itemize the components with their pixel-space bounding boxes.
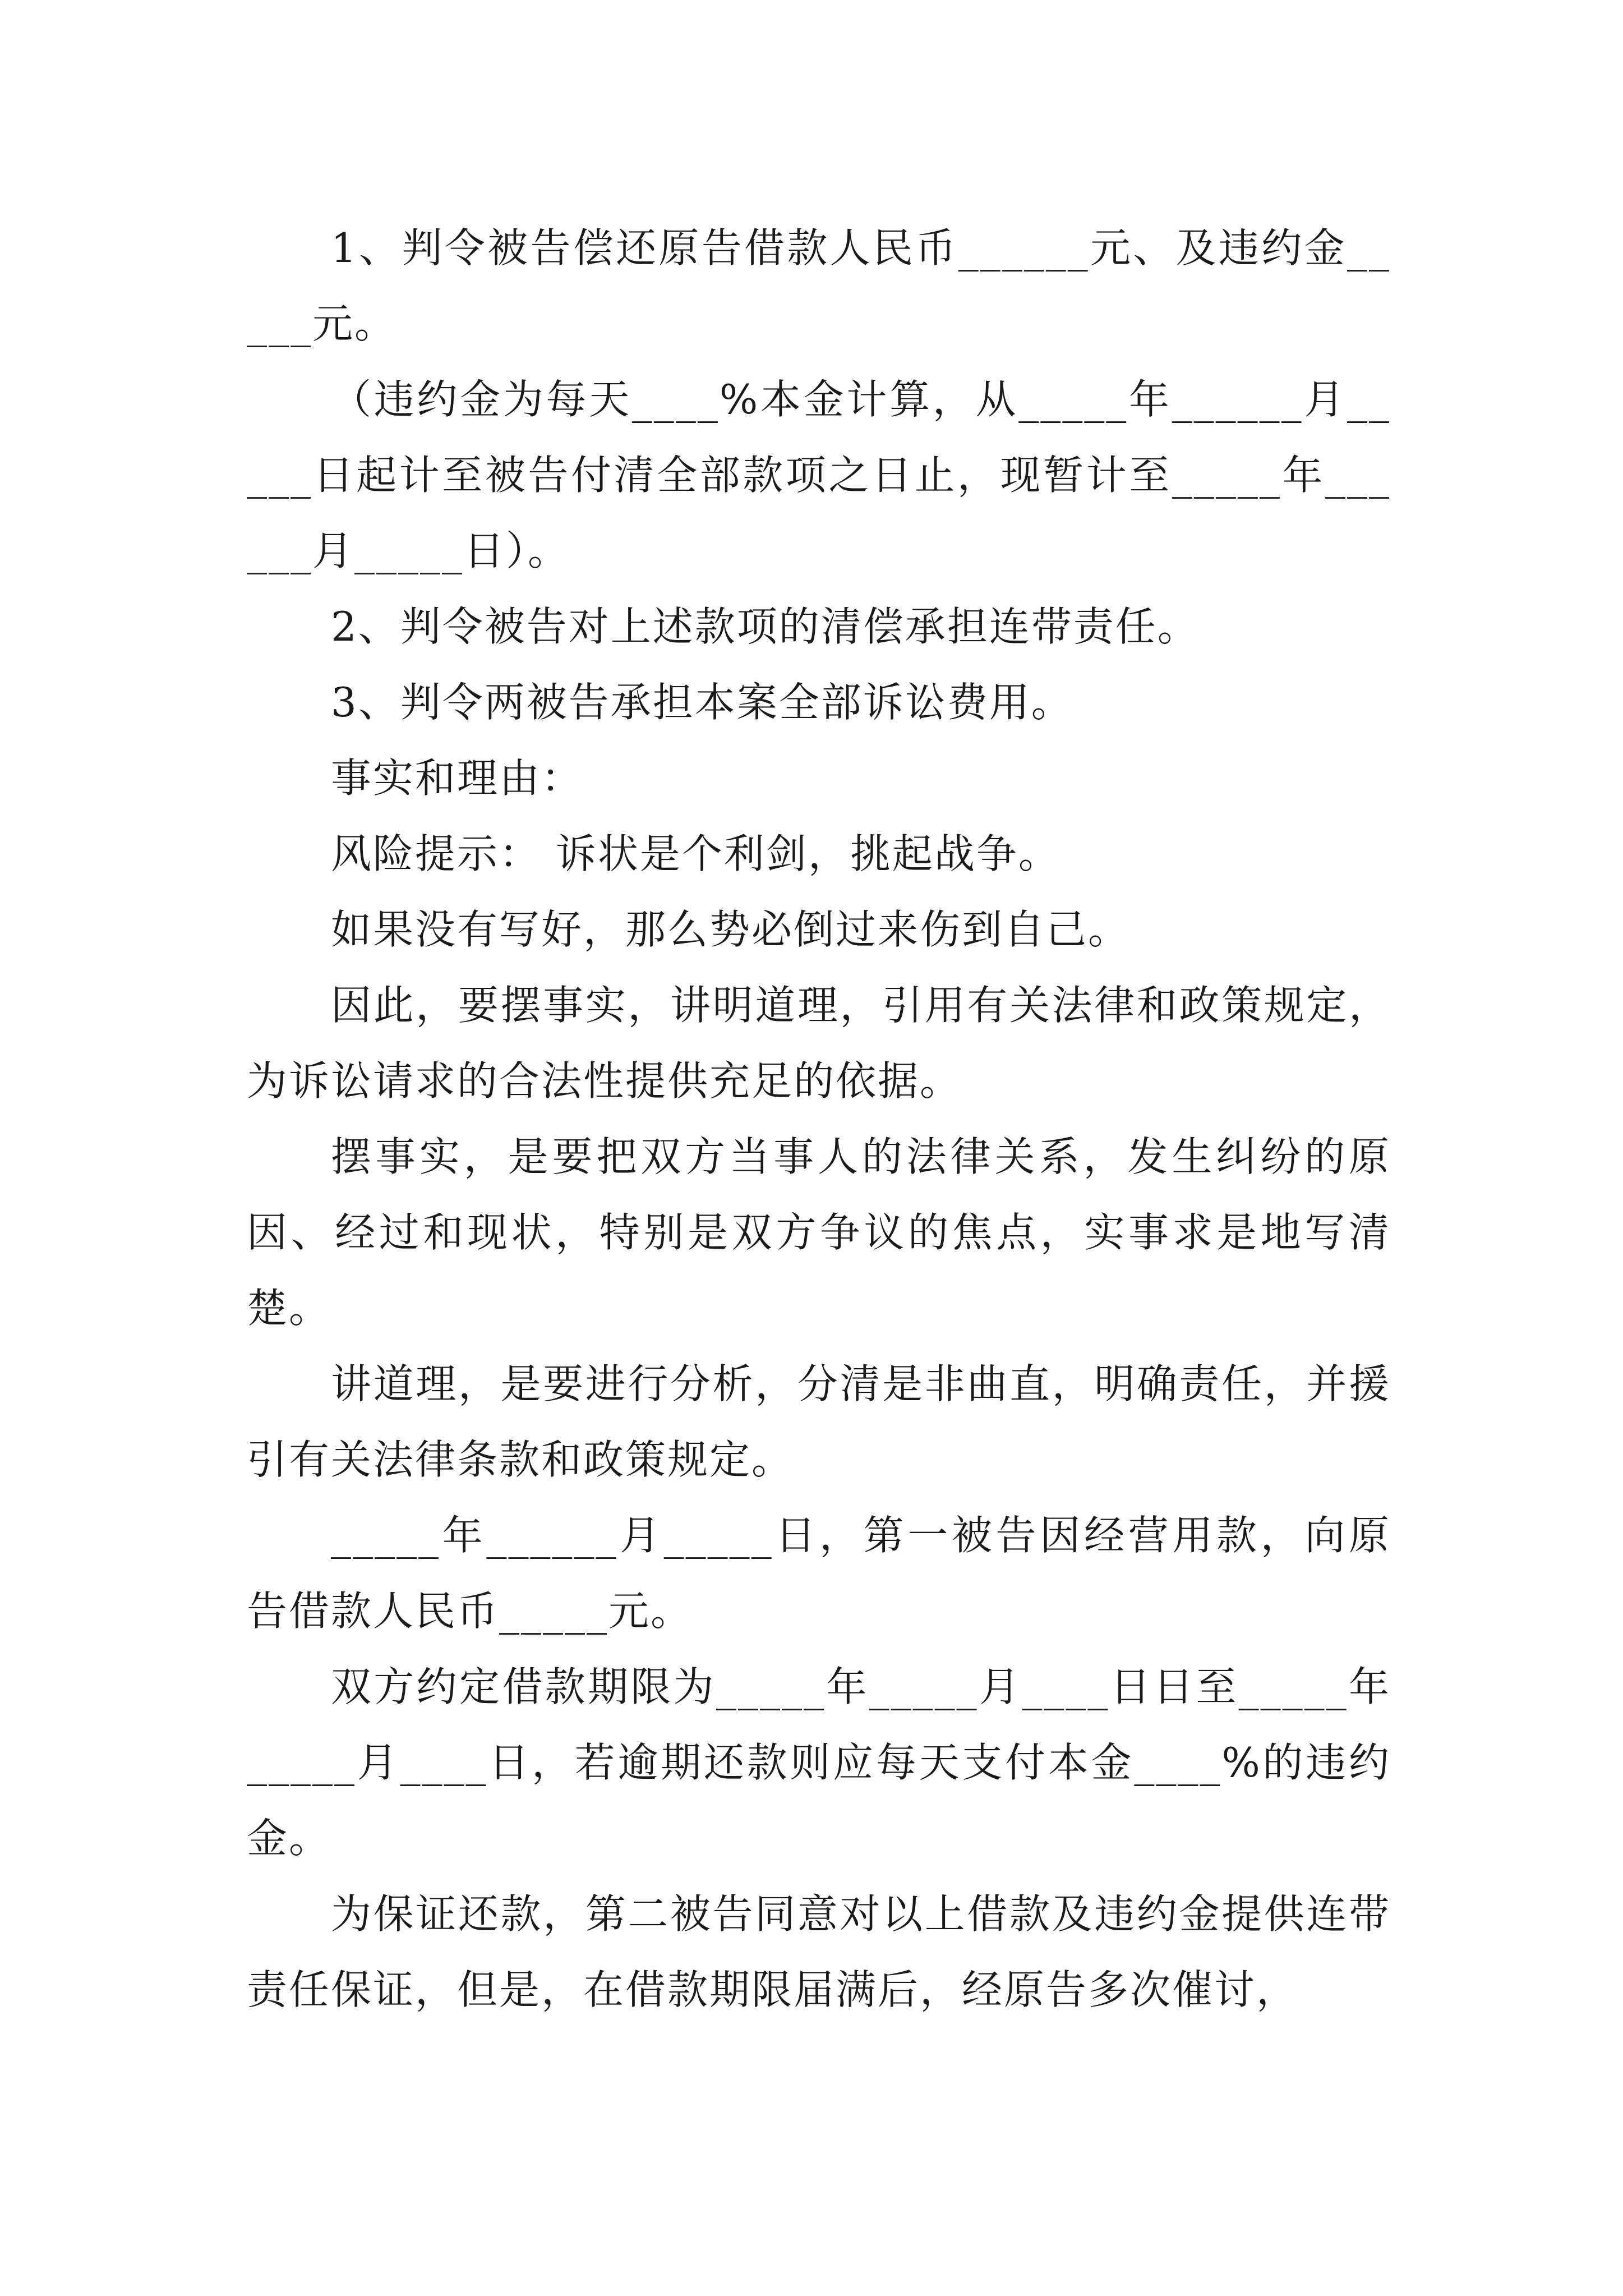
warning-paragraph: 如果没有写好，那么势必倒过来伤到自己。 (331, 906, 1131, 953)
guarantee-paragraph: 为保证还款，第二被告同意对以上借款及违约金提供连带责任保证，但是，在借款期限届满后，经原告多次催讨， (247, 1890, 1391, 2013)
facts-heading: 事实和理由： (331, 754, 584, 802)
reasoning-guidance-paragraph: 讲道理，是要进行分析，分清是非曲直，明确责任，并援引有关法律条款和政策规定。 (247, 1360, 1391, 1483)
document-body (247, 210, 1391, 2028)
facts-guidance-paragraph: 摆事实，是要把双方当事人的法律关系，发生纠纷的原因、经过和现状，特别是双方争议的焦点，实事求是地写清楚。 (247, 1133, 1391, 1332)
risk-tip-paragraph: 风险提示： 诉状是个利剑，挑起战争。 (331, 830, 1061, 877)
claim-3-paragraph: 3、判令两被告承担本案全部诉讼费用。 (331, 679, 1073, 726)
claim-1-paragraph: 1、判令被告偿还原告借款人民币______元、及违约金_____元。 (247, 224, 1391, 347)
claim-2-paragraph: 2、判令被告对上述款项的清偿承担连带责任。 (331, 603, 1200, 650)
loan-term-paragraph: 双方约定借款期限为_____年_____月____日日至_____年_____月____日，若逾期还款则应每天支付本金____%的违约金。 (247, 1663, 1391, 1862)
loan-date-paragraph: _____年______月_____日，第一被告因经营用款，向原告借款人民币_____元。 (247, 1512, 1391, 1635)
basis-paragraph: 因此，要摆事实，讲明道理，引用有关法律和政策规定，为诉讼请求的合法性提供充足的依据。 (247, 982, 1391, 1105)
penalty-note-paragraph: （违约金为每天____%本金计算，从_____年______月_____日起计至被告付清全部款项之日止，现暂计至_____年______月_____日）。 (247, 376, 1391, 574)
